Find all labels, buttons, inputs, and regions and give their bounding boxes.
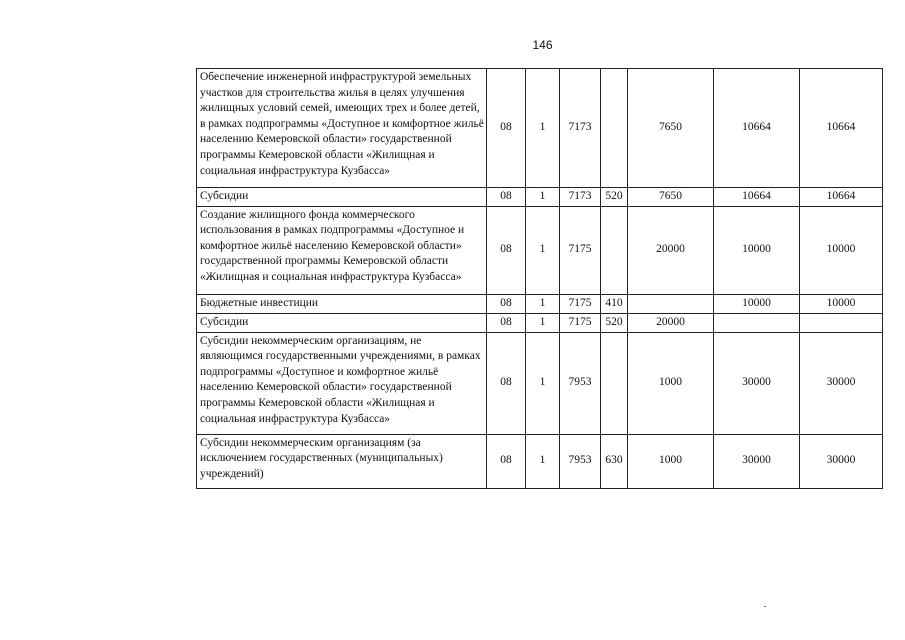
target-code-cell: 7173: [560, 69, 601, 188]
amount-cell-1: [628, 294, 714, 313]
expense-type-cell: [601, 69, 628, 188]
subsection-code-cell: 1: [526, 434, 560, 488]
subsection-code-cell: 1: [526, 332, 560, 434]
table-row: [197, 188, 883, 207]
section-code-cell: 08: [487, 434, 526, 488]
row-name-cell: Субсидии: [197, 188, 487, 207]
amount-cell-3: 10000: [800, 206, 883, 294]
amount-cell-1: 7650: [628, 69, 714, 188]
amount-cell-1: 20000: [628, 206, 714, 294]
amount-cell-3: 10664: [800, 69, 883, 188]
row-name-cell: Субсидии некоммерческим организациям, не являющимся государственными учреждениями, в рамках подпрограммы «Доступное и комфортное жильё населению Кемеровской области» государственной программы Кемеровской области «Жилищная и социальная инфраструктура Кузбасса»: [197, 332, 487, 434]
page-number: 146: [532, 38, 553, 52]
table-row: [197, 313, 883, 332]
section-code-cell: 08: [487, 332, 526, 434]
expense-type-cell: 630: [601, 434, 628, 488]
amount-cell-3: 10664: [800, 188, 883, 207]
amount-cell-3: 30000: [800, 332, 883, 434]
section-code-cell: 08: [487, 206, 526, 294]
section-code-cell: 08: [487, 188, 526, 207]
expense-type-cell: 520: [601, 188, 628, 207]
subsection-code-cell: 1: [526, 313, 560, 332]
row-name-cell: Бюджетные инвестиции: [197, 294, 487, 313]
amount-cell-3: [800, 313, 883, 332]
amount-cell-1: 1000: [628, 434, 714, 488]
expense-type-cell: [601, 206, 628, 294]
target-code-cell: 7173: [560, 188, 601, 207]
amount-cell-2: 10000: [714, 294, 800, 313]
amount-cell-3: 10000: [800, 294, 883, 313]
budget-table: [196, 68, 883, 489]
subsection-code-cell: 1: [526, 294, 560, 313]
target-code-cell: 7175: [560, 206, 601, 294]
amount-cell-2: [714, 313, 800, 332]
amount-cell-2: 10000: [714, 206, 800, 294]
amount-cell-1: 20000: [628, 313, 714, 332]
row-name-cell: Субсидии: [197, 313, 487, 332]
table-row: [197, 294, 883, 313]
table-row: [197, 206, 883, 294]
table-row: [197, 69, 883, 188]
section-code-cell: 08: [487, 294, 526, 313]
target-code-cell: 7953: [560, 434, 601, 488]
amount-cell-2: 10664: [714, 69, 800, 188]
subsection-code-cell: 1: [526, 69, 560, 188]
amount-cell-1: 1000: [628, 332, 714, 434]
subsection-code-cell: 1: [526, 188, 560, 207]
amount-cell-2: 10664: [714, 188, 800, 207]
section-code-cell: 08: [487, 69, 526, 188]
expense-type-cell: [601, 332, 628, 434]
row-name-cell: Создание жилищного фонда коммерческого использования в рамках подпрограммы «Доступное и комфортное жильё населению Кемеровской области» государственной программы Кемеровской области «Жилищная и социальная инфраструктура Кузбасса»: [197, 206, 487, 294]
amount-cell-3: 30000: [800, 434, 883, 488]
amount-cell-2: 30000: [714, 434, 800, 488]
table-row: [197, 434, 883, 488]
table-row: [197, 332, 883, 434]
row-name-cell: Обеспечение инженерной инфраструктурой земельных участков для строительства жилья в целях улучшения жилищных условий семей, имеющих трех и более детей, в рамках подпрограммы «Доступное и комфортное жильё населению Кемеровской области» государственной программы Кемеровской области «Жилищная и социальная инфраструктура Кузбасса»: [197, 69, 487, 188]
scan-speck: [764, 606, 766, 607]
amount-cell-2: 30000: [714, 332, 800, 434]
row-name-cell: Субсидии некоммерческим организациям (за исключением государственных (муниципальных) учреждений): [197, 434, 487, 488]
expense-type-cell: 410: [601, 294, 628, 313]
target-code-cell: 7175: [560, 294, 601, 313]
section-code-cell: 08: [487, 313, 526, 332]
amount-cell-1: 7650: [628, 188, 714, 207]
target-code-cell: 7175: [560, 313, 601, 332]
subsection-code-cell: 1: [526, 206, 560, 294]
target-code-cell: 7953: [560, 332, 601, 434]
expense-type-cell: 520: [601, 313, 628, 332]
